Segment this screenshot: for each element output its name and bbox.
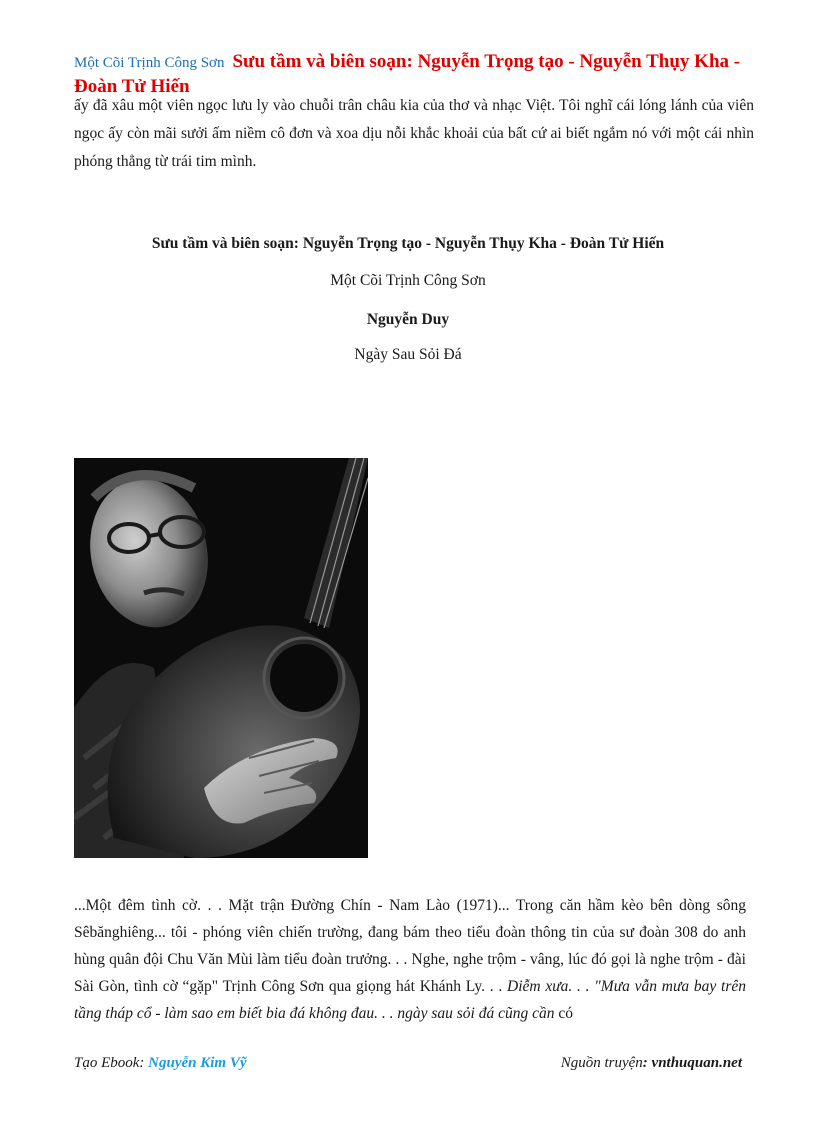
portrait-guitarist-image [74,458,368,858]
footer-source [561,1055,742,1072]
section-book-title: Một Cõi Trịnh Công Sơn [330,272,486,289]
body-text-part2: có [554,1005,573,1022]
footer-ebook-creator: Nguyễn Kim Vỹ [148,1055,247,1071]
footer-ebook-sep: : [139,1055,149,1071]
footer-ebook-label: Tạo Ebook [74,1055,140,1071]
body-text-part1: ...Một đêm tình cờ. . . Mặt trận Đường Chín - Nam Lào (1971)... Trong căn hầm kèo bên dòng sông Sêbănghiêng... tôi - phóng viên chiến trường, đang bám theo tiểu đoàn thông tin của sư đoàn 308 do anh hùng quân đội Chu Văn Mùi làm tiểu đoàn trưởng. . . Nghe, nghe trộm - vâng, lúc đó gọi là nghe trộm - đài Sài Gòn, tình cờ “gặp" Trịnh Công Sơn qua giọng hát Khánh Ly. . . [74,897,746,995]
chapter-title: Ngày Sau Sỏi Đá [354,346,462,363]
footer-ebook-credit [74,1055,247,1072]
body-paragraph [74,892,746,1027]
footer-source-link[interactable]: vnthuquan.net [651,1055,742,1071]
intro-paragraph: ấy đã xâu một viên ngọc lưu ly vào chuỗi trân châu kia của thơ và nhạc Việt. Tôi nghĩ cái lóng lánh của viên ngọc ấy còn mãi sưởi ấm niềm cô đơn và xoa dịu nỗi khắc khoải của bất cứ ai biết ngắm nó với một cái nhìn phóng thẳng từ trái tim mình. [74,97,754,170]
section-credit: Sưu tầm và biên soạn: Nguyễn Trọng tạo - Nguyễn Thụy Kha - Đoàn Tử Hiến [151,235,665,252]
footer-source-label: Nguồn truyện [560,1055,643,1071]
header-credit: Sưu tầm và biên soạn: Nguyễn Trọng tạo - Nguyễn Thụy Kha - Đoàn Tử Hiến [74,51,741,97]
footer-source-sep: : [642,1055,652,1071]
section-author: Nguyễn Duy [366,311,450,328]
portrait-photo [74,458,368,858]
header-book-title: Một Cõi Trịnh Công Sơn [74,55,225,71]
body-text-italic-lyric: Diễm xưa. . . "Mưa vẫn mưa bay trên tầng tháp cổ - làm sao em biết bia đá không đau. . . ngày sau sỏi đá cũng cần [74,978,747,1022]
